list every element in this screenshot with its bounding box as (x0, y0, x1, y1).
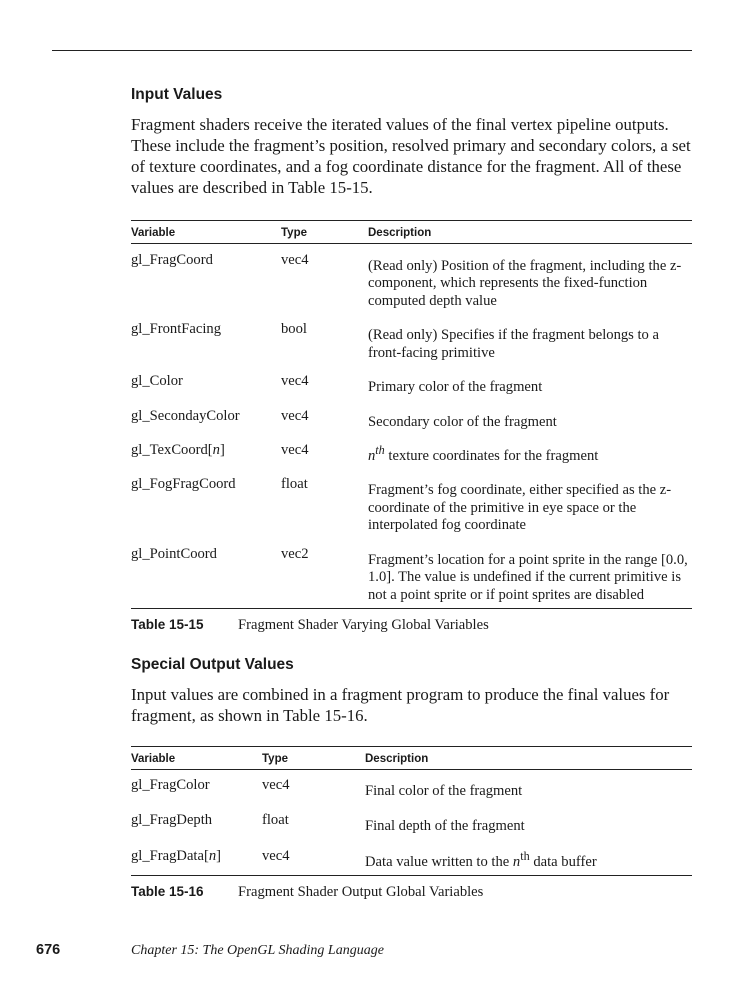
section-paragraph-input-values: Fragment shaders receive the iterated values of the final vertex pipeline outputs. These include the fragment’s position, resolved primary and secondary colors, a set of texture coordinates, and a fog coordinate distance for the fragment. All of these values are described in Table 15-15. (131, 115, 691, 197)
section-paragraph-special-output: Input values are combined in a fragment program to produce the final values for fragment, as shown in Table 15-16. (131, 685, 670, 726)
caption-text: Fragment Shader Varying Global Variables (238, 617, 489, 634)
cell-variable: gl_FragCoord (131, 252, 213, 268)
table-row (131, 812, 692, 847)
cell-variable: gl_FragColor (131, 777, 210, 794)
caption-number: Table 15-16 (131, 884, 204, 900)
table-header-row (131, 221, 692, 244)
cell-description: Data value written to the $n^{th}$ data buffer (365, 848, 597, 870)
page-footer (36, 942, 696, 959)
cell-type: float (281, 476, 308, 493)
cell-type: float (262, 812, 289, 829)
cell-description: $n^{th}$ texture coordinates for the fragment (368, 442, 599, 464)
table-row (131, 546, 692, 609)
cell-type: vec4 (281, 441, 309, 458)
cell-type: vec4 (262, 777, 290, 794)
cell-type: vec4 (281, 373, 309, 390)
table-fragment-output-globals (131, 746, 692, 876)
table-row (131, 373, 692, 407)
caption-number: Table 15-15 (131, 617, 204, 633)
cell-type: vec4 (281, 407, 309, 424)
table-caption (131, 617, 692, 634)
running-footer-chapter: Chapter 15: The OpenGL Shading Language (131, 943, 384, 958)
table-caption (131, 884, 692, 901)
cell-description: (Read only) Specifies if the fragment belongs to a front-facing primitive (368, 327, 659, 361)
cell-variable: gl_FogFragCoord (131, 476, 236, 493)
cell-description: Secondary color of the fragment (368, 413, 557, 430)
section-heading-special-output: Special Output Values (131, 656, 294, 674)
column-header-type: Type (262, 753, 288, 766)
section-heading-input-values: Input Values (131, 86, 223, 103)
table-row (131, 442, 692, 476)
cell-description: (Read only) Position of the fragment, including the z-component, which represents the fixed-function computed depth value (368, 257, 682, 309)
cell-description: Final color of the fragment (365, 782, 523, 799)
table-row (131, 244, 692, 322)
cell-description: Primary color of the fragment (368, 379, 543, 396)
table-fragment-varying-globals (131, 220, 692, 609)
cell-type: bool (281, 321, 307, 338)
cell-description: Fragment’s fog coordinate, either specified as the z-coordinate of the primitive in eye space or the interpolated fog coordinate (368, 482, 672, 534)
cell-type: vec4 (281, 252, 309, 268)
cell-description: Fragment’s location for a point sprite in the range [0.0, 1.0]. The value is undefined if the current primitive is not a point sprite or if point sprites are disabled (368, 551, 688, 603)
table-row (131, 321, 692, 373)
table-header-row (131, 747, 692, 770)
cell-description: Final depth of the fragment (365, 818, 525, 835)
cell-type: vec4 (262, 847, 290, 864)
column-header-description: Description (368, 227, 432, 239)
cell-variable: gl_PointCoord (131, 545, 217, 562)
page-content (131, 86, 692, 901)
column-header-type: Type (281, 227, 307, 239)
table-row (131, 408, 692, 442)
cell-variable: gl_FrontFacing (131, 321, 221, 338)
table-row (131, 848, 692, 876)
page-number: 676 (36, 942, 61, 958)
column-header-variable: Variable (131, 753, 176, 766)
table-row (131, 476, 692, 545)
table-row (131, 770, 692, 813)
cell-variable: gl_FragData[n] (131, 847, 221, 864)
cell-variable: gl_SecondayColor (131, 407, 240, 424)
caption-text: Fragment Shader Output Global Variables (238, 884, 484, 901)
top-rule (52, 50, 692, 51)
cell-variable: gl_Color (131, 373, 183, 390)
column-header-variable: Variable (131, 227, 176, 239)
cell-type: vec2 (281, 545, 309, 562)
cell-variable: gl_FragDepth (131, 812, 213, 829)
cell-variable: gl_TexCoord[n] (131, 441, 225, 458)
column-header-description: Description (365, 753, 429, 766)
